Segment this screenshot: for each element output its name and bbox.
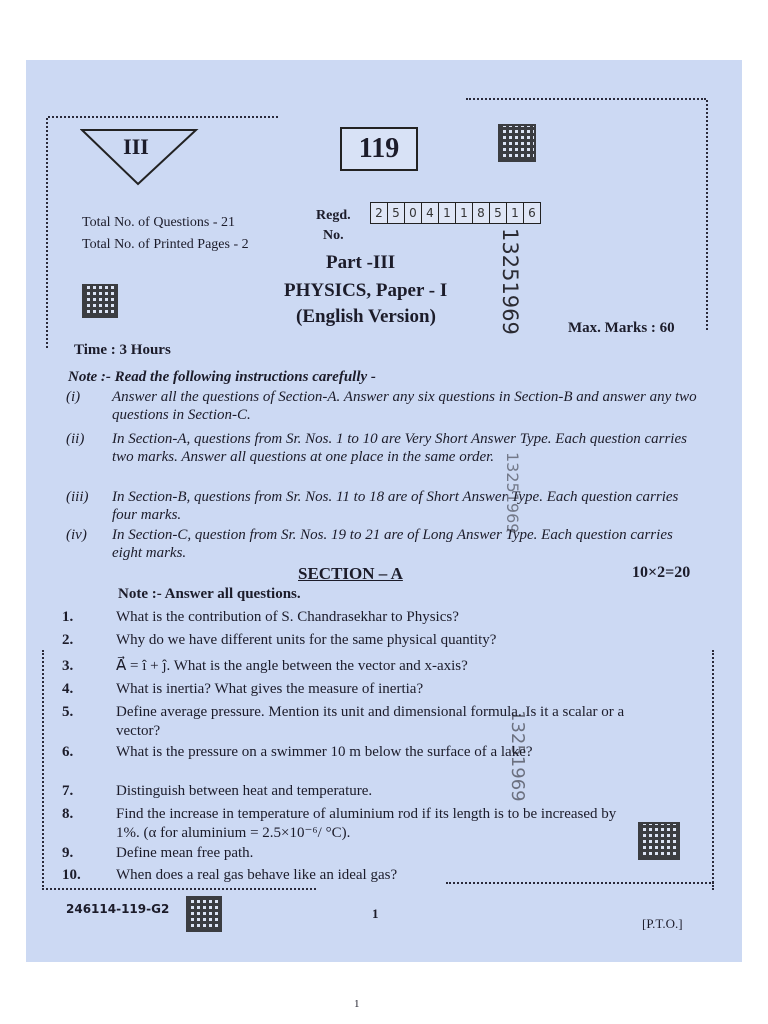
instruction-item bbox=[66, 430, 706, 486]
question-item bbox=[62, 805, 622, 843]
regd-digit: 8 bbox=[473, 203, 490, 223]
regd-digit: 0 bbox=[405, 203, 422, 223]
question-number: 8. bbox=[62, 806, 74, 822]
watermark-number: 13251969 bbox=[507, 710, 528, 802]
dotted-border bbox=[46, 118, 52, 348]
section-a-heading: SECTION – A bbox=[298, 564, 403, 583]
instruction-text: In Section-B, questions from Sr. Nos. 11 to 18 are of Short Answer Type. Each question carries four marks. bbox=[112, 489, 679, 523]
regd-digit: 1 bbox=[507, 203, 524, 223]
dotted-border bbox=[48, 116, 278, 122]
regd-number-boxes bbox=[370, 202, 541, 224]
page-number: 1 bbox=[372, 906, 379, 921]
regd-digit: 5 bbox=[490, 203, 507, 223]
regd-label-line1: Regd. bbox=[316, 208, 351, 223]
regd-label-line2: No. bbox=[323, 228, 344, 243]
section-a-note: Note :- Answer all questions. bbox=[118, 586, 301, 602]
question-number: 3. bbox=[62, 658, 74, 674]
section-a-marks: 10×2=20 bbox=[632, 564, 691, 581]
barcode-icon bbox=[638, 822, 680, 860]
regd-digit: 1 bbox=[439, 203, 456, 223]
question-text: What is the contribution of S. Chandrasekhar to Physics? bbox=[116, 609, 459, 625]
regd-digit: 1 bbox=[456, 203, 473, 223]
instruction-item bbox=[66, 388, 706, 428]
question-number: 9. bbox=[62, 845, 74, 861]
regd-digit: 4 bbox=[422, 203, 439, 223]
subject-heading: PHYSICS, Paper - I bbox=[284, 280, 448, 301]
regd-digit: 6 bbox=[528, 206, 536, 220]
dotted-border bbox=[42, 650, 48, 890]
regd-digit: 2 bbox=[371, 203, 388, 223]
footer-paper-code: 246114-119-G2 bbox=[66, 902, 170, 916]
total-questions: Total No. of Questions - 21 bbox=[82, 215, 236, 230]
document-page-number: 1 bbox=[354, 998, 360, 1010]
barcode-icon bbox=[82, 284, 118, 318]
question-item bbox=[62, 844, 622, 864]
paper-code: 119 bbox=[340, 127, 418, 171]
question-number: 6. bbox=[62, 744, 74, 760]
question-text: Find the increase in temperature of aluminium rod if its length is to be increased by 1%. (α for aluminium = 2.5×10⁻⁶/ °C). bbox=[116, 806, 617, 841]
question-item bbox=[62, 631, 622, 651]
total-pages: Total No. of Printed Pages - 2 bbox=[82, 237, 249, 252]
question-item bbox=[62, 866, 622, 886]
question-number: 2. bbox=[62, 632, 74, 648]
question-text: Distinguish between heat and temperature. bbox=[116, 783, 373, 799]
time-allowed: Time : 3 Hours bbox=[74, 342, 171, 358]
instruction-text: In Section-A, questions from Sr. Nos. 1 to 10 are Very Short Answer Type. Each question carries two marks. Answer all questions at one place in the same order. bbox=[112, 431, 687, 465]
instruction-text: In Section-C, question from Sr. Nos. 19 to 21 are of Long Answer Type. Each question carries eight marks. bbox=[112, 527, 673, 561]
max-marks: Max. Marks : 60 bbox=[568, 320, 675, 336]
question-text: When does a real gas behave like an ideal gas? bbox=[116, 867, 398, 883]
question-text: What is the pressure on a swimmer 10 m below the surface of a lake? bbox=[116, 744, 533, 760]
question-number: 10. bbox=[62, 867, 81, 883]
instruction-number: (ii) bbox=[66, 431, 85, 447]
version-heading: (English Version) bbox=[296, 306, 436, 327]
barcode-icon bbox=[498, 124, 536, 162]
paper-meta bbox=[82, 212, 249, 256]
part-heading: Part -III bbox=[326, 252, 396, 273]
question-number: 1. bbox=[62, 609, 74, 625]
question-text: What is inertia? What gives the measure of inertia? bbox=[116, 681, 424, 697]
question-item bbox=[62, 608, 622, 628]
instruction-number: (iv) bbox=[66, 527, 87, 543]
question-item bbox=[62, 703, 625, 741]
regd-digit: 5 bbox=[388, 203, 405, 223]
dotted-border bbox=[712, 650, 718, 890]
dotted-border bbox=[46, 888, 316, 894]
question-item bbox=[62, 680, 622, 700]
instruction-number: (i) bbox=[66, 389, 81, 405]
question-number: 7. bbox=[62, 783, 74, 799]
watermark-number: 13251969 bbox=[503, 452, 522, 534]
question-item bbox=[62, 743, 622, 781]
question-item bbox=[62, 782, 622, 802]
question-number: 5. bbox=[62, 704, 74, 720]
dotted-border bbox=[466, 98, 706, 104]
instruction-number: (iii) bbox=[66, 489, 89, 505]
question-text: A⃗ = î + ĵ. What is the angle between the vector and x-axis? bbox=[116, 658, 468, 674]
question-text: Define mean free path. bbox=[116, 845, 254, 861]
pto-label: [P.T.O.] bbox=[642, 916, 683, 931]
exam-paper-sheet bbox=[26, 60, 742, 962]
watermark-number: 13251969 bbox=[498, 228, 522, 335]
barcode-icon bbox=[186, 896, 222, 932]
question-item bbox=[62, 657, 622, 677]
question-text: Define average pressure. Mention its unit and dimensional formula. Is it a scalar or a vector? bbox=[116, 704, 625, 739]
instruction-text: Answer all the questions of Section-A. Answer any six questions in Section-B and answer any two questions in Section-C. bbox=[112, 389, 697, 423]
part-roman-label: III bbox=[123, 134, 149, 159]
question-number: 4. bbox=[62, 681, 74, 697]
instruction-item bbox=[66, 488, 706, 526]
instruction-item bbox=[66, 526, 706, 564]
dotted-border bbox=[706, 100, 712, 330]
instructions-title: Note :- Read the following instructions carefully - bbox=[68, 369, 376, 385]
question-text: Why do we have different units for the same physical quantity? bbox=[116, 632, 497, 648]
regd-label bbox=[316, 206, 351, 246]
